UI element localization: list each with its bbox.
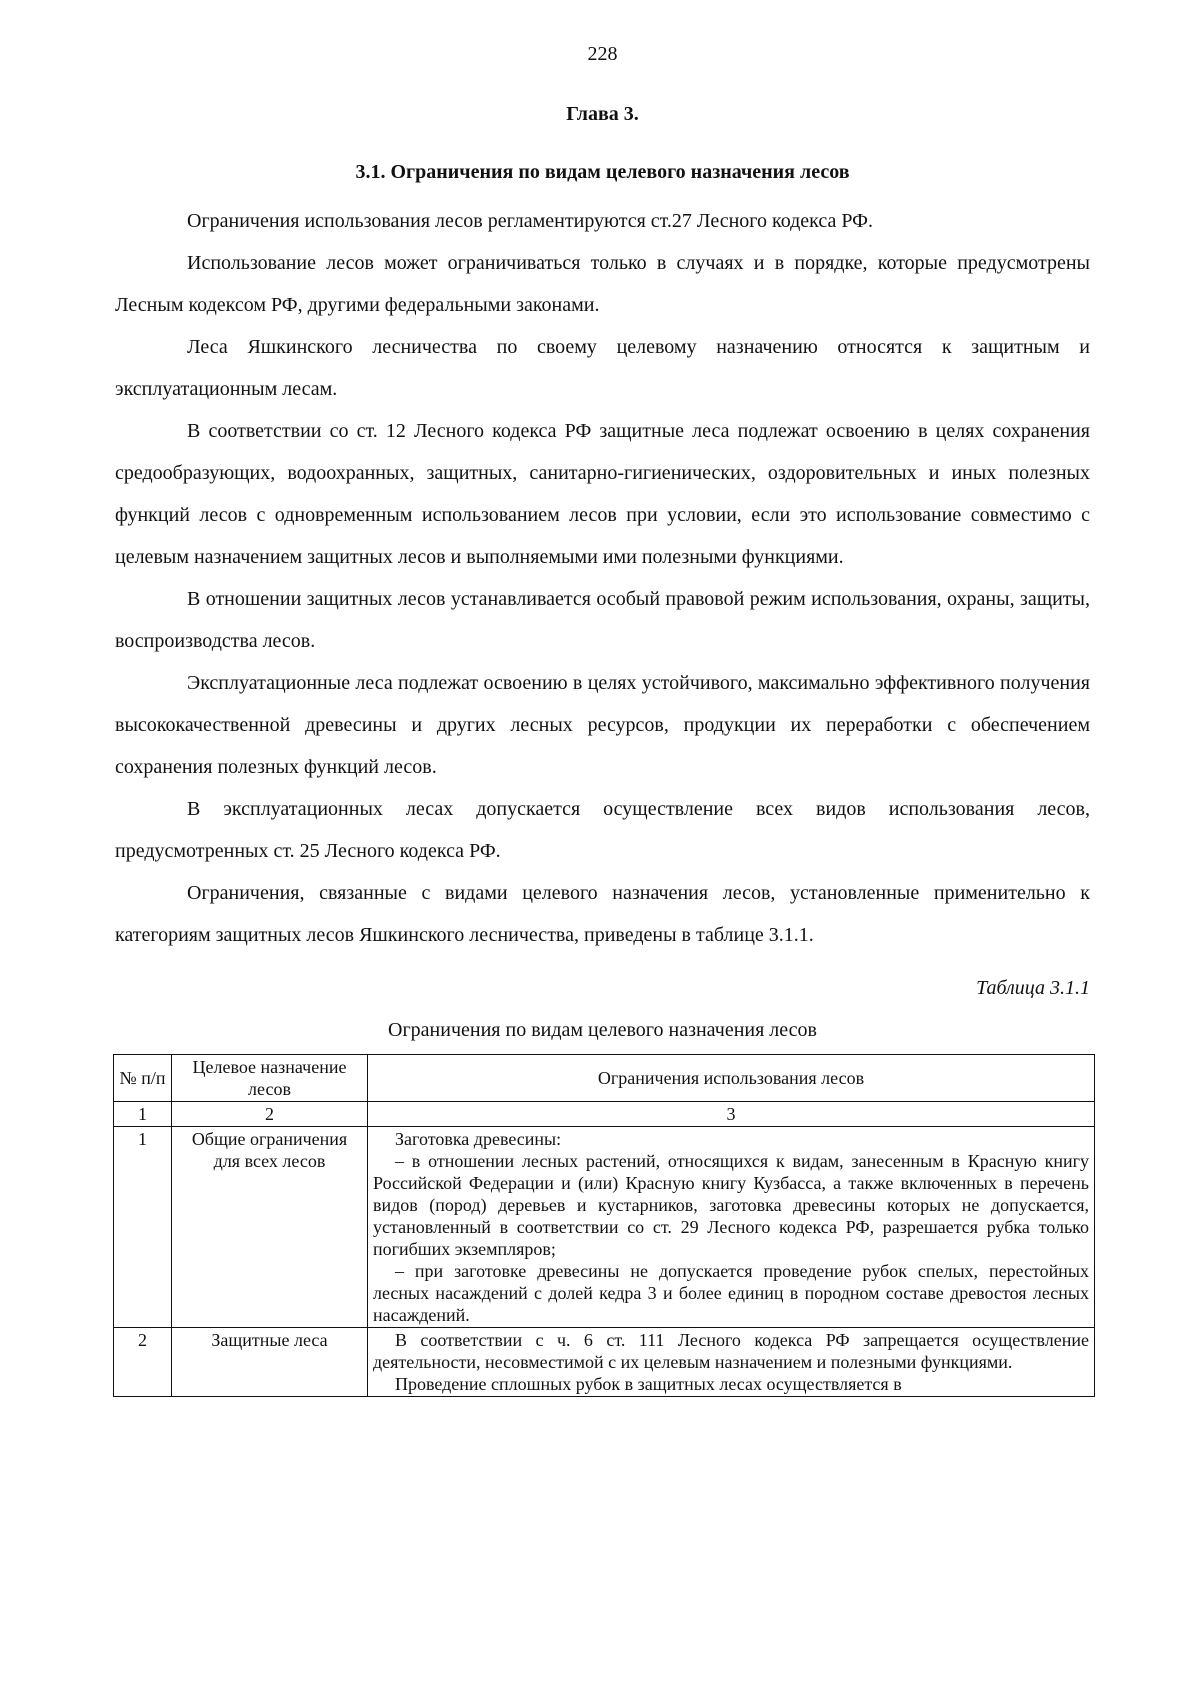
restriction-line: – при заготовке древесины не допускается проведение рубок спелых, перестойных лесных насаждений с долей кедра 3 и более единиц в породном составе древостоя лесных насаждений. — [373, 1261, 1089, 1325]
column-number: 3 — [368, 1102, 1095, 1127]
restriction-line: В соответствии с ч. 6 ст. 111 Лесного кодекса РФ запрещается осуществление деятельности, несовместимой с их целевым назначением и полезными функциями. — [373, 1330, 1089, 1372]
row-restrictions — [368, 1127, 1095, 1328]
body-text — [115, 200, 1090, 956]
restriction-line: Проведение сплошных рубок в защитных лесах осуществляется в — [395, 1374, 902, 1394]
table-row — [114, 1328, 1095, 1397]
restriction-line: Заготовка древесины: — [395, 1129, 562, 1149]
table-label: Таблица 3.1.1 — [976, 977, 1090, 999]
paragraph: В отношении защитных лесов устанавливается особый правовой режим использования, охраны, защиты, воспроизводства лесов. — [115, 588, 1090, 652]
document-page — [115, 40, 1090, 1397]
paragraph: Ограничения использования лесов регламентируются ст.27 Лесного кодекса РФ. — [187, 210, 873, 232]
header-purpose: Целевое назначение лесов — [172, 1055, 368, 1102]
row-num: 1 — [114, 1127, 172, 1328]
paragraph: Эксплуатационные леса подлежат освоению в целях устойчивого, максимально эффективного получения высококачественной древесины и других лесных ресурсов, продукции их переработки с обеспечением сохранения полезных функций лесов. — [115, 672, 1090, 778]
paragraph: Использование лесов может ограничиваться только в случаях и в порядке, которые предусмотрены Лесным кодексом РФ, другими федеральными законами. — [115, 252, 1090, 316]
row-purpose: Общие ограничения для всех лесов — [172, 1127, 368, 1328]
restriction-line: – в отношении лесных растений, относящихся к видам, занесенным в Красную книгу Российской Федерации и (или) Красную книгу Кузбасса, а также включенных в перечень видов (пород) деревьев и кустарников, заготовка древесины которых не допускается, установленный в соответствии со ст. 29 Лесного кодекса РФ, разрешается рубка только погибших экземпляров; — [373, 1151, 1089, 1259]
paragraph: Ограничения, связанные с видами целевого назначения лесов, установленные применительно к категориям защитных лесов Яшкинского лесничества, приведены в таблице 3.1.1. — [115, 882, 1090, 946]
column-number-row — [114, 1102, 1095, 1127]
row-restrictions — [368, 1328, 1095, 1397]
chapter-heading: Глава 3. — [566, 103, 639, 125]
restrictions-table — [113, 1054, 1095, 1397]
column-number: 1 — [114, 1102, 172, 1127]
paragraph: Леса Яшкинского лесничества по своему целевому назначению относятся к защитным и эксплуатационным лесам. — [115, 336, 1090, 400]
table-header-row — [114, 1055, 1095, 1102]
table-row — [114, 1127, 1095, 1328]
paragraph: В эксплуатационных лесах допускается осуществление всех видов использования лесов, предусмотренных ст. 25 Лесного кодекса РФ. — [115, 798, 1090, 862]
table-caption: Ограничения по видам целевого назначения лесов — [388, 1019, 817, 1041]
section-title: 3.1. Ограничения по видам целевого назначения лесов — [355, 161, 850, 183]
paragraph: В соответствии со ст. 12 Лесного кодекса РФ защитные леса подлежат освоению в целях сохранения средообразующих, водоохранных, защитных, санитарно-гигиенических, оздоровительных и иных полезных функций лесов с одновременным использованием лесов при условии, если это использование совместимо с целевым назначением защитных лесов и выполняемыми ими полезными функциями. — [115, 420, 1090, 568]
column-number: 2 — [172, 1102, 368, 1127]
header-num: № п/п — [114, 1055, 172, 1102]
row-num: 2 — [114, 1328, 172, 1397]
header-restrictions: Ограничения использования лесов — [368, 1055, 1095, 1102]
page-number: 228 — [587, 43, 618, 65]
row-purpose: Защитные леса — [172, 1328, 368, 1397]
